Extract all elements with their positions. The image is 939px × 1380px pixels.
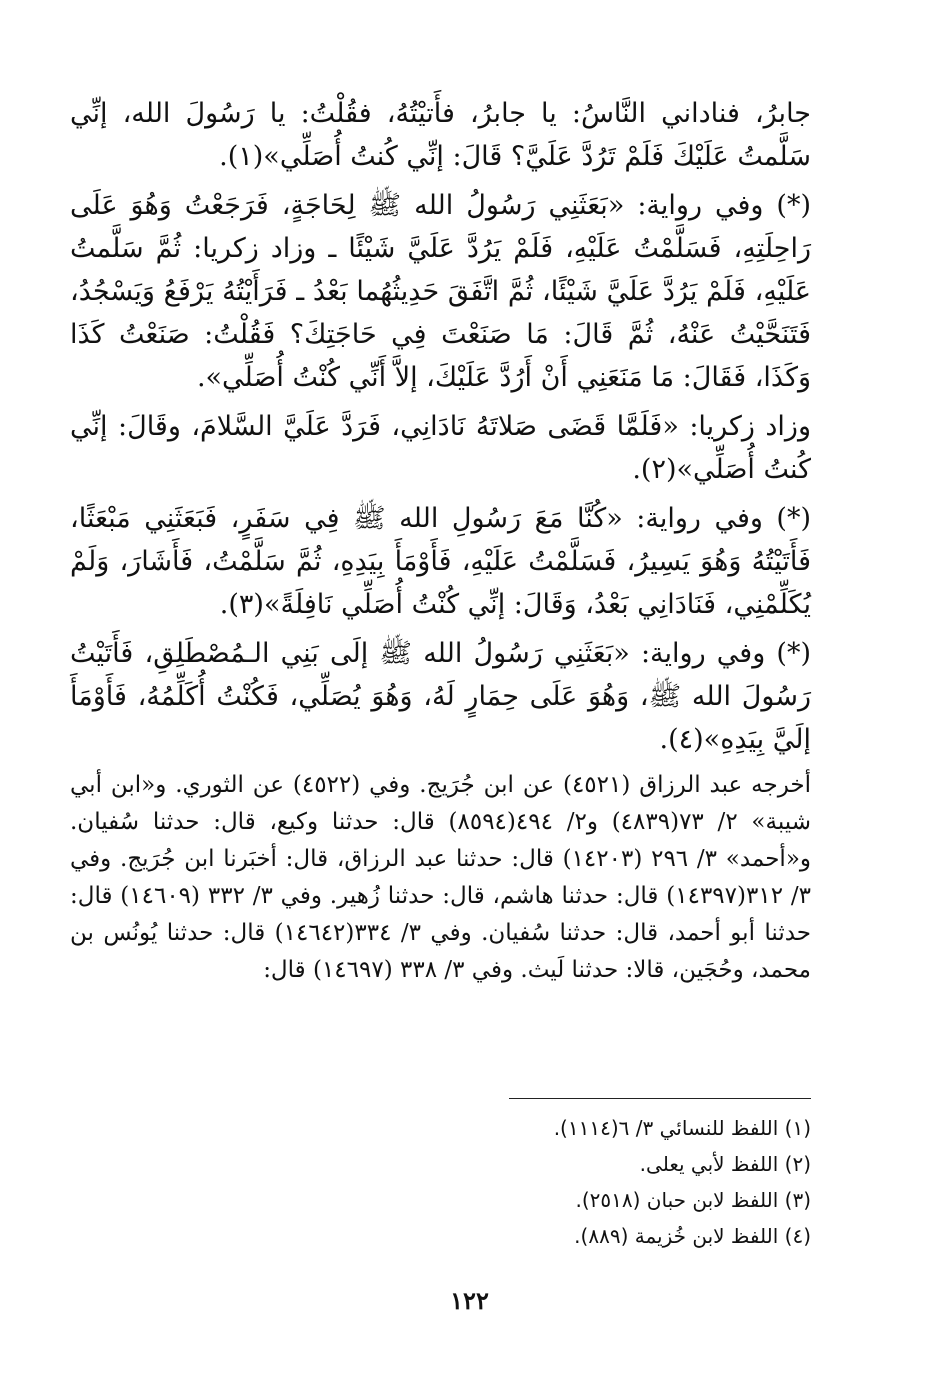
paragraph-2: (*) وفي رواية: «بَعَثَنِي رَسُولُ الله ﷺ لِحَاجَةٍ، فَرَجَعْتُ وَهُوَ عَلَى رَاحِلَتِهِ، فَسَلَّمْتُ عَلَيْهِ، فَلَمْ يَرُدَّ عَلَيَّ شَيْئًا ـ وزاد زكريا: ثُمَّ سَلَّمتُ عَلَيْهِ، فَلَمْ يَرُدَّ عَلَيَّ شَيْئًا، ثُمَّ اتَّفَقَ حَدِيثُهُما بَعْدُ ـ فَرَأَيْتُهُ يَرْفَعُ وَيَسْجُدُ، فَتَنَحَّيْتُ عَنْهُ، ثُمَّ قَالَ: مَا صَنَعْتَ فِي حَاجَتِكَ؟ فَقُلْتُ: صَنَعْتُ كَذَا وَكَذَا، فَقَالَ: مَا مَنَعَنِي أَنْ أَرُدَّ عَلَيْكَ، إلاَّ أَنِّي كُنْتُ أُصَلِّي». [70, 190, 811, 393]
footnote-3: (٣) اللفظ لابن حبان (٢٥١٨). [575, 1188, 811, 1212]
paragraph-1: جابرُ، فناداني النَّاسُ: يا جابرُ، فأَتيْتُهُ، فقُلْتُ: يا رَسُولَ الله، إنِّي سَلَّمتُ عَلَيْكَ فَلَمْ تَرُدَّ عَلَيَّ؟ قَالَ: إنِّي كُنتُ أُصَلِّي»(١). [70, 98, 811, 172]
paragraph-5: (*) وفي رواية: «بَعَثَنِي رَسُولُ الله ﷺ إلَى بَنِي الـمُصْطَلِقِ، فَأَتَيْتُ رَسُولَ الله ﷺ، وَهُوَ عَلَى حِمَارٍ لَهُ، وَهُوَ يُصَلِّي، فَكُنْتُ أُكَلِّمُهُ، فَأَوْمَأَ إلَيَّ بِيَدِهِ»(٤). [70, 638, 811, 755]
paragraph-3: وزاد زكريا: «فَلَمَّا قَضَى صَلاتَهُ نَادَانِي، فَرَدَّ عَلَيَّ السَّلامَ، وقَالَ: إنِّي كُنتُ أُصَلِّي»(٢). [70, 411, 811, 485]
footnotes [211, 1110, 811, 1254]
footnote-divider [509, 1098, 811, 1099]
page-number: ١٢٢ [450, 1286, 489, 1315]
paragraph-4: (*) وفي رواية: «كُنَّا مَعَ رَسُولِ الله ﷺ فِي سَفَرٍ، فَبَعَثَنِي مَبْعَثًا، فَأَتَيْتُهُ وَهُوَ يَسِيرُ، فَسَلَّمْتُ عَلَيْهِ، فَأَوْمَأَ بِيَدِهِ، ثُمَّ سَلَّمْتُ، فَأَشَارَ، وَلَمْ يُكَلِّمْنِي، فَنَادَانِي بَعْدُ، وَقَالَ: إنِّي كُنْتُ أُصَلِّي نَافِلَةً»(٣). [70, 503, 811, 620]
footnote-1: (١) اللفظ للنسائي ٣/ ٦(١١١٤). [553, 1116, 811, 1140]
footnote-4: (٤) اللفظ لابن خُزيمة (٨٨٩). [574, 1224, 811, 1248]
main-text [70, 92, 811, 989]
footnote-2: (٢) اللفظ لأبي يعلى. [639, 1152, 811, 1176]
sources-paragraph: أخرجه عبد الرزاق (٤٥٢١) عن ابن جُرَيج. وفي (٤٥٢٢) عن الثوري. و«ابن أبي شيبة» ٢/ ٧٣(٤٨٣٩) و٢/ ٤٩٤(٨٥٩٤) قال: حدثنا وكيع، قال: حدثنا سُفيان. و«أحمد» ٣/ ٢٩٦ (١٤٢٠٣) قال: حدثنا عبد الرزاق، قال: أخبَرنا ابن جُرَيج. وفي ٣/ ٣١٢(١٤٣٩٧) قال: حدثنا هاشم، قال: حدثنا زُهير. وفي ٣/ ٣٣٢ (١٤٦٠٩) قال: حدثنا أبو أحمد، قال: حدثنا سُفيان. وفي ٣/ ٣٣٤(١٤٦٤٢) قال: حدثنا يُونُس بن محمد، وحُجَين، قالا: حدثنا لَيث. وفي ٣/ ٣٣٨ (١٤٦٩٧) قال: [70, 772, 812, 983]
